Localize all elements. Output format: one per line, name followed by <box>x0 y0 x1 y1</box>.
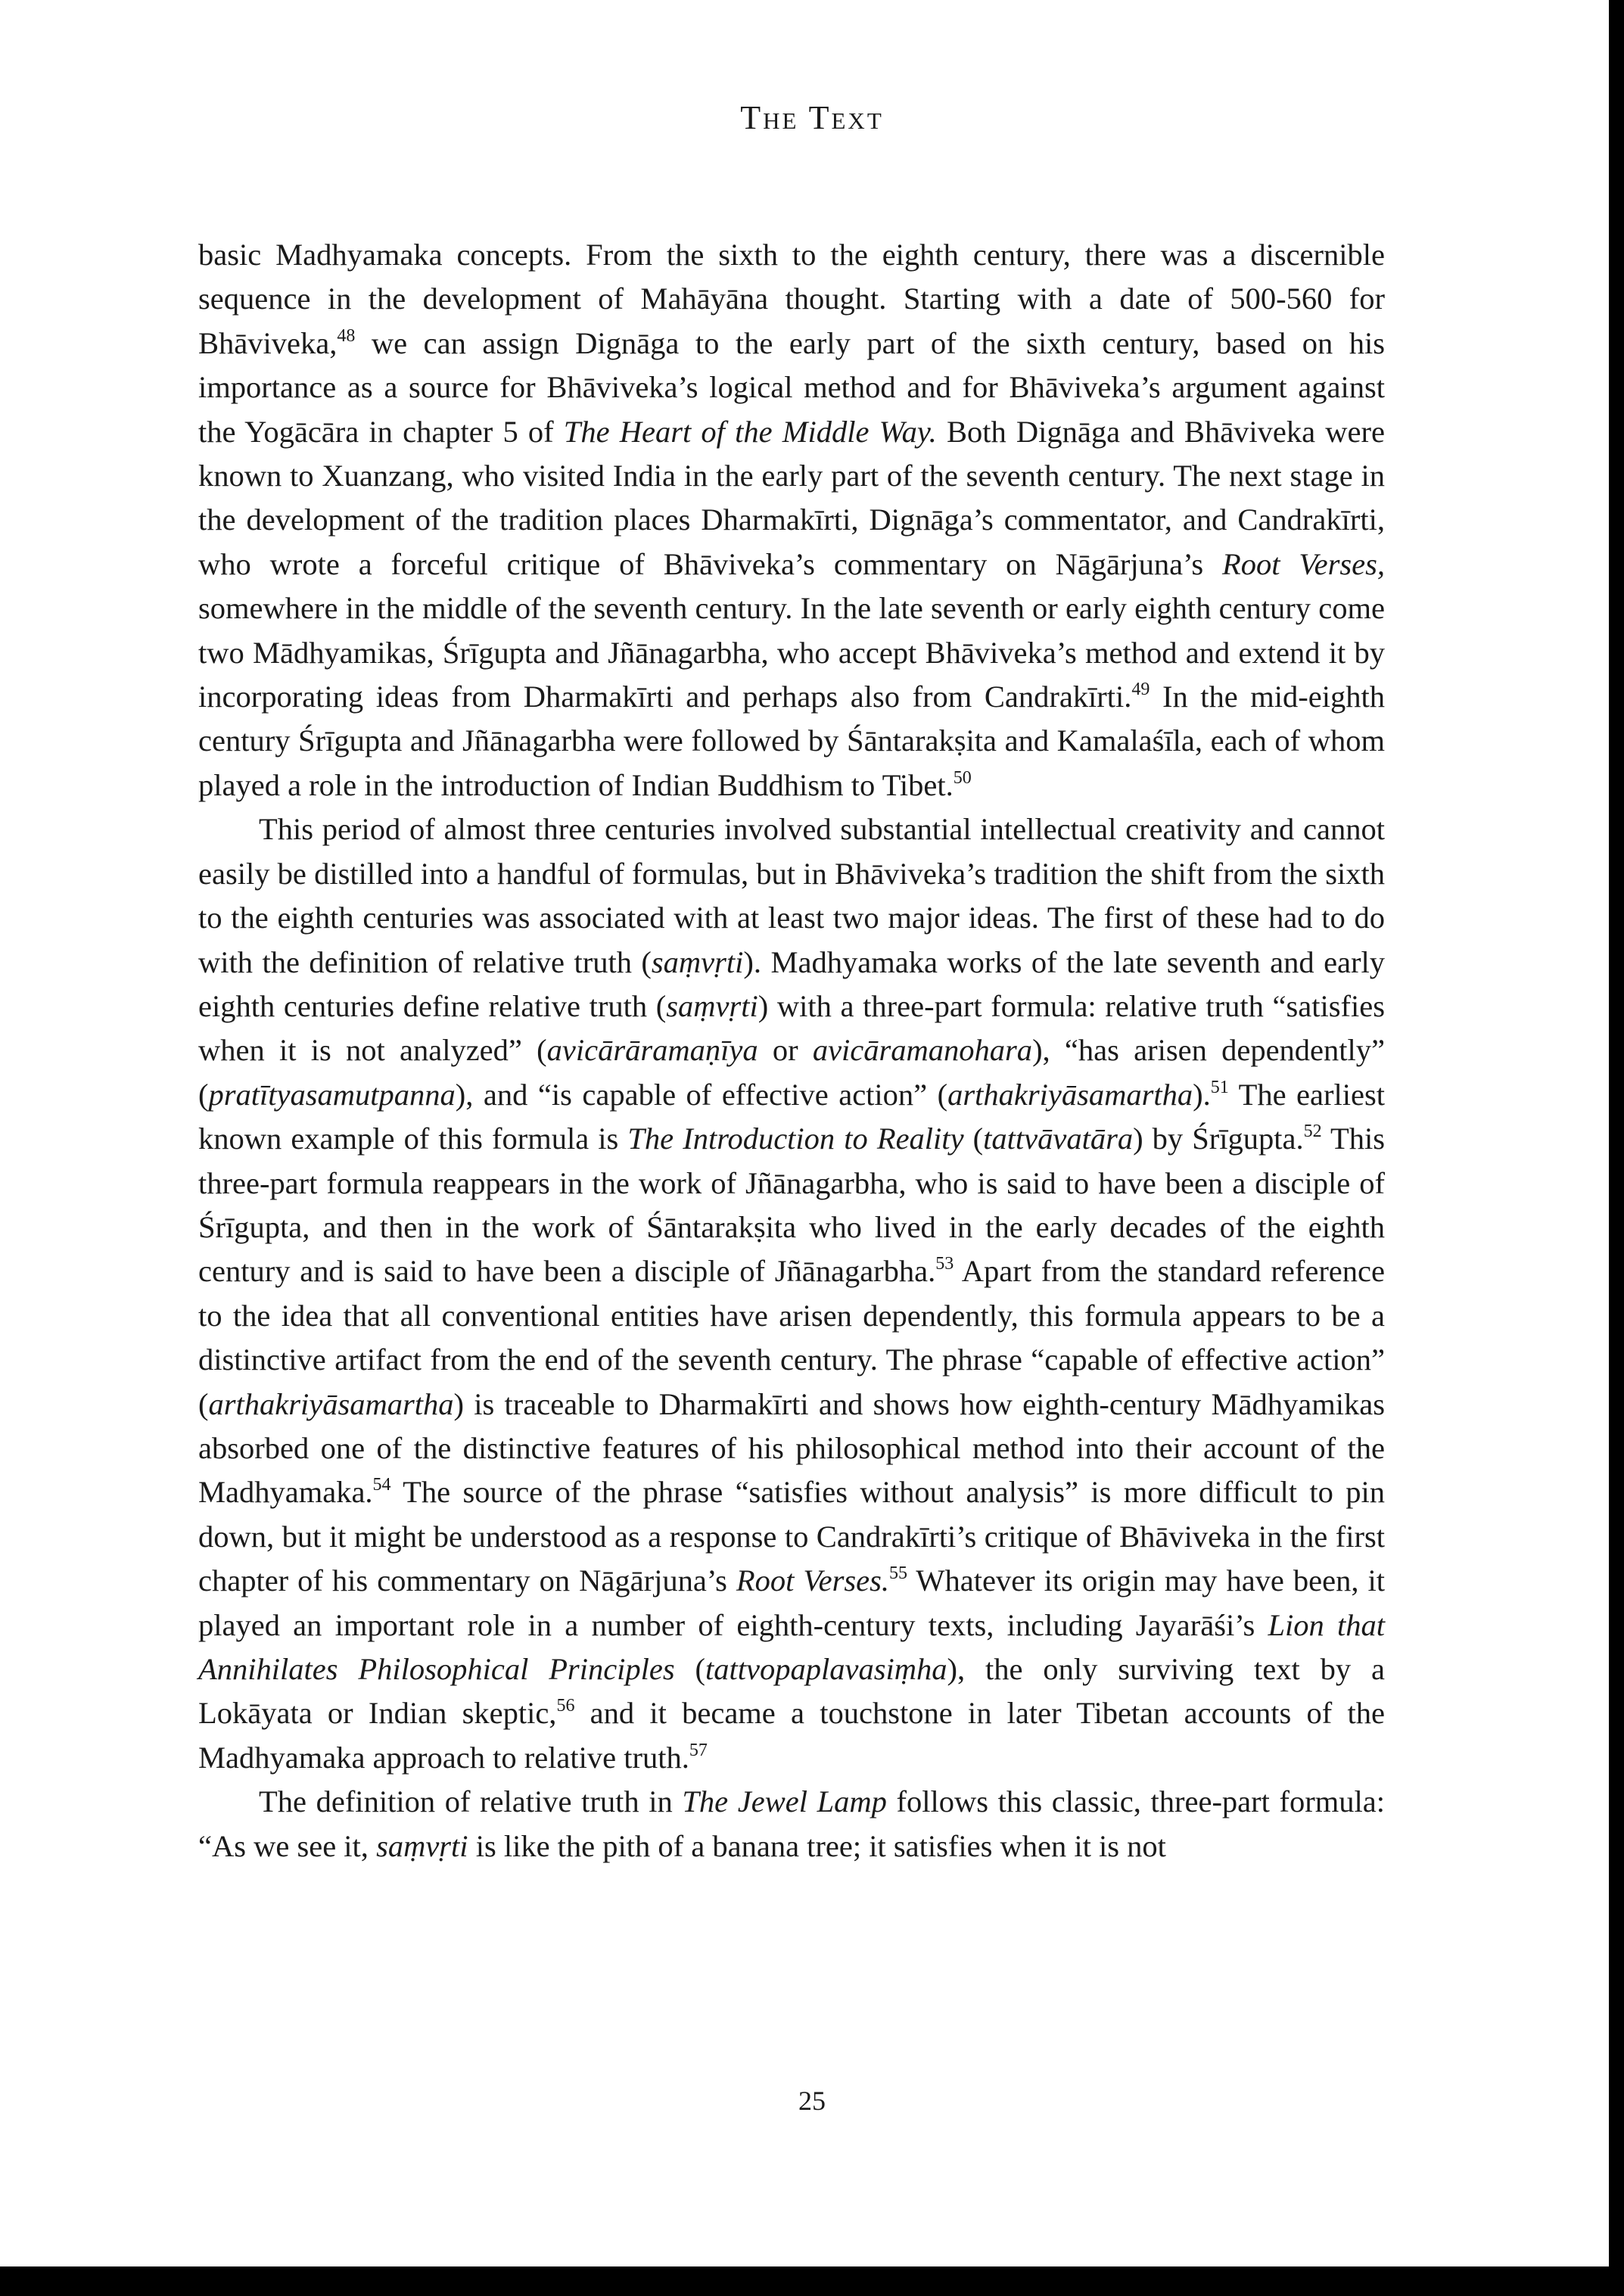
italic-text: pratītyasamutpanna <box>208 1077 456 1112</box>
italic-text: tattvāvatāra <box>983 1122 1134 1156</box>
text-run: follows this classic, three-part formula: “As we see it, <box>198 1784 1385 1863</box>
italic-text: The Heart of the Middle Way. <box>563 414 937 449</box>
italic-text: The Jewel Lamp <box>682 1784 887 1819</box>
paragraph <box>198 1780 1385 1868</box>
footnote-ref: 53 <box>935 1254 954 1274</box>
scan-edge-right <box>1609 0 1624 2296</box>
text-run: ). Madhyamaka works of the late seventh and early eighth centuries define relative truth ( <box>198 944 1386 1023</box>
italic-text: arthakriyāsamartha <box>947 1077 1193 1112</box>
paragraph <box>198 807 1385 1780</box>
text-run: This three-part formula reappears in the work of Jñānagarbha, who is said to have been a disciple of Śrīgupta, and then in the work of Śāntarakṣita who lived in the early decades of the eighth century and is said to have been a disciple of Jñānagarbha. <box>198 1122 1385 1289</box>
footnote-ref: 52 <box>1303 1122 1322 1142</box>
text-run: The definition of relative truth in <box>259 1784 683 1819</box>
text-run: ) by Śrīgupta. <box>1133 1122 1304 1156</box>
text-run: ), “has arisen dependently” ( <box>198 1033 1385 1112</box>
text-run: ) with a three-part formula: relative truth “satisfies when it is not analyzed” ( <box>198 988 1386 1068</box>
text-run: or <box>758 1033 813 1068</box>
italic-text: saṃvṛti <box>376 1828 468 1863</box>
text-run: ), and “is capable of effective action” ( <box>455 1077 948 1112</box>
footnote-ref: 51 <box>1210 1077 1229 1097</box>
text-run: and it became a touchstone in later Tibetan accounts of the Madhyamaka approach to relative truth. <box>198 1696 1386 1775</box>
text-run: somewhere in the middle of the seventh century. In the late seventh or early eighth century come two Mādhyamikas, Śrīgupta and Jñānagarbha, who accept Bhāviveka’s method and extend it by incorporating ideas from Dharmakīrti and perhaps also from Candrakīrti. <box>198 591 1385 714</box>
italic-text: Root Verses, <box>1222 546 1386 581</box>
text-run: we can assign Dignāga to the early part of the sixth century, based on his importance as a source for Bhāviveka’s logical method and for Bhāviveka’s argument against the Yogācāra in chapter 5 of <box>198 325 1385 449</box>
text-run: The earliest known example of this formula is <box>198 1077 1385 1156</box>
footnote-ref: 57 <box>689 1740 708 1760</box>
paragraph <box>198 233 1385 807</box>
footnote-ref: 50 <box>953 767 972 788</box>
footnote-ref: 56 <box>556 1696 575 1716</box>
text-run: is like the pith of a banana tree; it satisfies when it is not <box>468 1828 1166 1863</box>
italic-text: tattvopaplavasiṃha <box>705 1652 947 1686</box>
footnote-ref: 48 <box>337 325 356 346</box>
text-run: This period of almost three centuries involved substantial intellectual creativity and cannot easily be distilled into a handful of formulas, but in Bhāviveka’s tradition the shift from the sixth to the eighth centuries was associated with at least two major ideas. The first of these had to do with the definition of relative truth ( <box>198 812 1385 979</box>
text-run: ), the only surviving text by a Lokāyata or Indian skeptic, <box>198 1652 1385 1731</box>
text-run: Apart from the standard reference to the idea that all conventional entities have arisen dependently, this formula appears to be a distinctive artifact from the end of the seventh century. The phrase “capable of effective action” ( <box>198 1254 1385 1421</box>
text-run: ). <box>1193 1077 1211 1112</box>
body-text <box>198 233 1385 1868</box>
italic-text: avicāramanohara <box>812 1033 1033 1068</box>
text-run: ( <box>963 1122 984 1156</box>
italic-text: avicārāramaṇīya <box>546 1033 758 1068</box>
text-run: ( <box>674 1652 706 1686</box>
italic-text: Root Verses. <box>736 1563 889 1598</box>
text-run: Both Dignāga and Bhāviveka were known to Xuanzang, who visited India in the early part of the seventh century. The next stage in the development of the tradition places Dharmakīrti, Dignāga’s commentator, and Candrakīrti, who wrote a forceful critique of Bhāviveka’s commentary on Nāgārjuna’s <box>198 414 1385 581</box>
text-run: Whatever its origin may have been, it played an important role in a number of eighth-century texts, including Jayarāśi’s <box>198 1563 1386 1642</box>
page-number: 25 <box>798 2086 826 2116</box>
footnote-ref: 55 <box>888 1563 907 1584</box>
italic-text: arthakriyāsamartha <box>208 1386 454 1421</box>
text-run: In the mid-eighth century Śrīgupta and Jñānagarbha were followed by Śāntarakṣita and Kamalaśīla, each of whom played a role in the introduction of Indian Buddhism to Tibet. <box>198 680 1386 802</box>
italic-text: The Introduction to Reality <box>627 1122 964 1156</box>
scan-edge-bottom <box>0 2266 1624 2296</box>
italic-text: saṃvṛti <box>666 988 758 1023</box>
text-run: basic Madhyamaka concepts. From the sixth to the eighth century, there was a discernible sequence in the development of Mahāyāna thought. Starting with a date of 500-560 for Bhāviveka, <box>198 238 1385 360</box>
italic-text: saṃvṛti <box>651 944 744 979</box>
running-head: The Text <box>740 99 884 136</box>
footnote-ref: 54 <box>372 1475 391 1495</box>
italic-text: Lion that Annihilates Philosophical Principles <box>198 1607 1385 1686</box>
footnote-ref: 49 <box>1131 680 1150 700</box>
text-run: ) is traceable to Dharmakīrti and shows how eighth-century Mādhyamikas absorbed one of the distinctive features of his philosophical method into their account of the Madhyamaka. <box>198 1386 1385 1510</box>
text-run: The source of the phrase “satisfies without analysis” is more difficult to pin down, but it might be understood as a response to Candrakīrti’s critique of Bhāviveka in the first chapter of his commentary on Nāgārjuna’s <box>198 1475 1385 1598</box>
